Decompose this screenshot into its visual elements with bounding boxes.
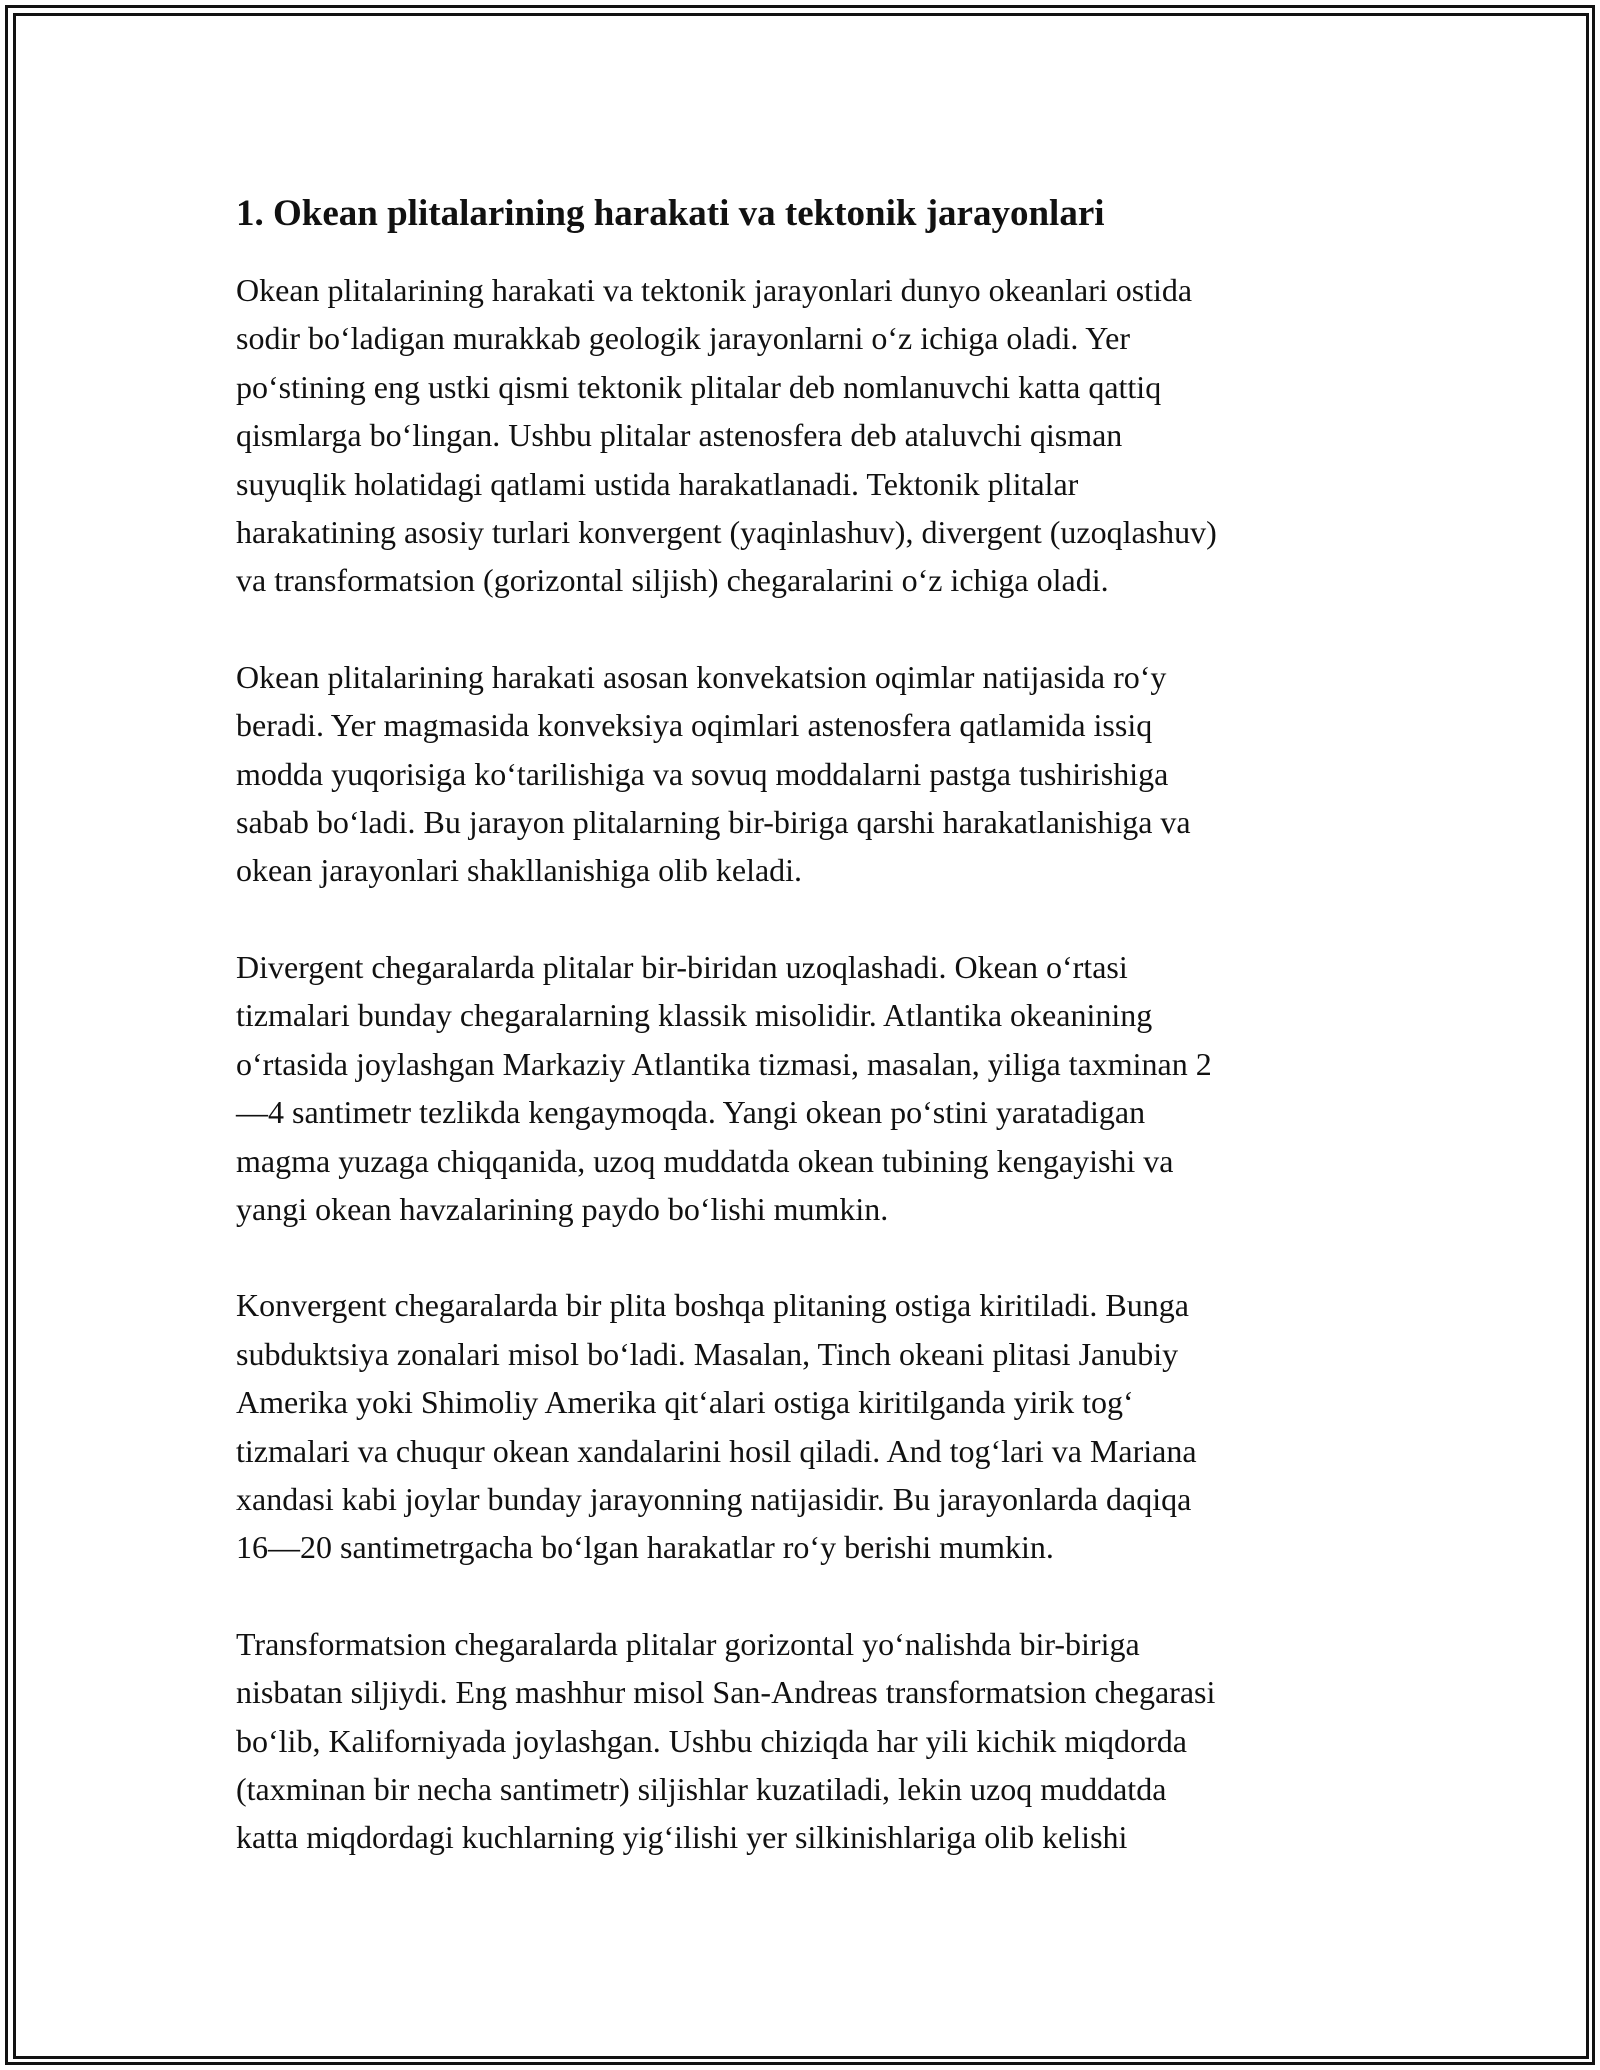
paragraph-convection-currents: Okean plitalarining harakati asosan konvekatsion oqimlar natijasida ro‘y beradi. Yer magmasida konveksiya oqimlari astenosfera qatlamida issiq modda yuqorisiga ko‘tarilishiga va sovuq moddalarni pastga tushirishiga sabab bo‘ladi. Bu jarayon plitalarning bir-biriga qarshi harakatlanishiga va okean jarayonlari shakllanishiga olib keladi.	[236, 658, 1191, 889]
paragraph-plate-movement-intro: Okean plitalarining harakati va tektonik jarayonlari dunyo okeanlari ostida sodir bo‘ladigan murakkab geologik jarayonlarni o‘z ichiga oladi. Yer po‘stining eng ustki qismi tektonik plitalar deb nomlanuvchi katta qattiq qismlarga bo‘lingan. Ushbu plitalar astenosfera deb ataluvchi qisman suyuqlik holatidagi qatlami ustida harakatlanadi. Tektonik plitalar harakatining asosiy turlari konvergent (yaqinlashuv), divergent (uzoqlashuv) va transformatsion (gorizontal siljish) chegaralarini o‘z ichiga oladi.	[236, 272, 1217, 599]
paragraph-convergent-boundaries: Konvergent chegaralarda bir plita boshqa plitaning ostiga kiritiladi. Bunga subduktsiya zonalari misol bo‘ladi. Masalan, Tinch okeani plitasi Janubiy Amerika yoki Shimoliy Amerika qit‘alari ostiga kiritilganda yirik tog‘ tizmalari va chuqur okean xandalarini hosil qiladi. And tog‘lari va Mariana xandasi kabi joylar bunday jarayonning natijasidir. Bu jarayonlarda daqiqa 16—20 santimetrgacha bo‘lgan harakatlar ro‘y berishi mumkin.	[236, 1287, 1197, 1566]
paragraph-divergent-boundaries: Divergent chegaralarda plitalar bir-biridan uzoqlashadi. Okean o‘rtasi tizmalari bunday chegaralarning klassik misolidir. Atlantika okeanining o‘rtasida joylashgan Markaziy Atlantika tizmasi, masalan, yiliga taxminan 2 —4 santimetr tezlikda kengaymoqda. Yangi okean po‘stini yaratadigan magma yuzaga chiqqanida, uzoq muddatda okean tubining kengayishi va yangi okean havzalarining paydo bo‘lishi mumkin.	[236, 948, 1212, 1227]
paragraph-transform-boundaries: Transformatsion chegaralarda plitalar gorizontal yo‘nalishda bir-biriga nisbatan siljiydi. Eng mashhur misol San-Andreas transformatsion chegarasi bo‘lib, Kaliforniyada joylashgan. Ushbu chiziqda har yili kichik miqdorda (taxminan bir necha santimetr) siljishlar kuzatiladi, lekin uzoq muddatda katta miqdordagi kuchlarning yig‘ilishi yer silkinishlariga olib kelishi	[236, 1625, 1216, 1856]
document-body	[236, 186, 1364, 1910]
section-heading: 1. Okean plitalarining harakati va tektonik jarayonlari	[236, 193, 1105, 234]
